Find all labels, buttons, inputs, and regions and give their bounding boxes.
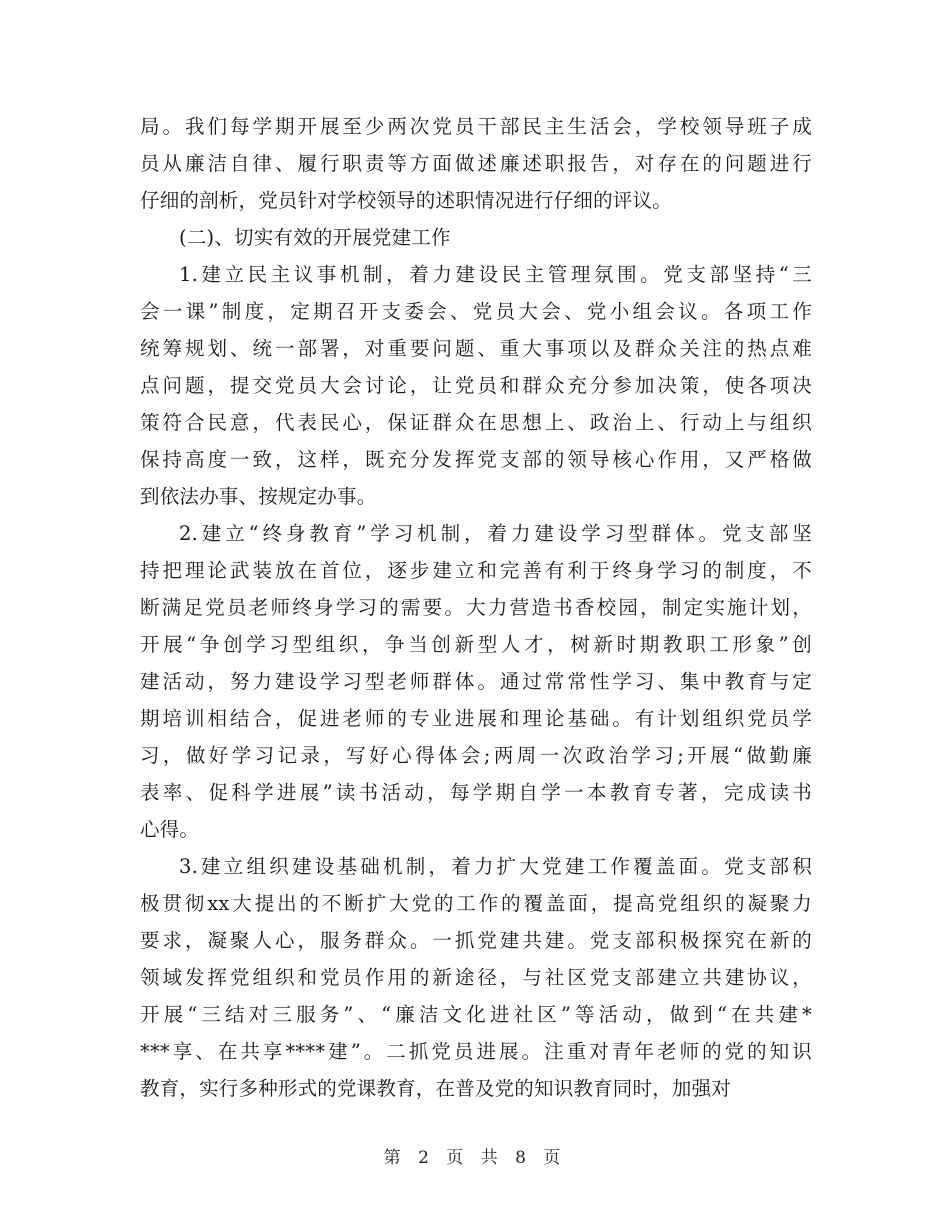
paragraph [140,848,812,1107]
text-line: 断满足党员老师终身学习的需要。大力营造书香校园，制定实施计划， [140,596,812,619]
text-line: 开展“争创学习型组织，争当创新型人才，树新时期教职工形象”创 [140,633,812,656]
paragraph [140,108,812,219]
text-line: 开展“三结对三服务”、“廉洁文化进社区”等活动，做到“在共建* [140,1003,812,1026]
text-line: 心得。 [140,818,200,841]
text-line: 到依法办事、按规定办事。 [140,485,377,508]
text-line: 持把理论武装放在首位，逐步建立和完善有利于终身学习的制度，不 [140,559,812,582]
text-line: 策符合民意，代表民心，保证群众在思想上、政治上、行动上与组织 [140,411,812,434]
text-line: 统筹规划、统一部署，对重要问题、重大事项以及群众关注的热点难 [140,337,812,360]
page-number-footer: 第 2 页 共 8 页 [383,1148,567,1168]
text-line: 领域发挥党组织和党员作用的新途径，与社区党支部建立共建协议， [140,966,812,989]
document-body [140,108,812,1107]
text-line: 3.建立组织建设基础机制，着力扩大党建工作覆盖面。党支部积 [179,855,812,878]
paragraph [140,515,812,848]
text-line: 点问题，提交党员大会讨论，让党员和群众充分参加决策，使各项决 [140,374,812,397]
text-line: 会一课”制度，定期召开支委会、党员大会、党小组会议。各项工作 [140,300,812,323]
text-line: ***享、在共享****建”。二抓党员进展。注重对青年老师的党的知识 [140,1040,812,1063]
text-line: 1.建立民主议事机制，着力建设民主管理氛围。党支部坚持“三 [179,263,812,286]
text-line: 建活动，努力建设学习型老师群体。通过常常性学习、集中教育与定 [140,670,812,693]
text-line: 要求，凝聚人心，服务群众。一抓党建共建。党支部积极探究在新的 [140,929,812,952]
text-line: 表率、促科学进展”读书活动，每学期自学一本教育专著，完成读书 [140,781,812,804]
paragraph [140,256,812,515]
text-line: 仔细的剖析，党员针对学校领导的述职情况进行仔细的评议。 [140,189,672,212]
text-line: 期培训相结合，促进老师的专业进展和理论基础。有计划组织党员学 [140,707,812,730]
text-line: 极贯彻xx大提出的不断扩大党的工作的覆盖面，提高党组织的凝聚力 [140,892,812,915]
paragraph [140,219,812,256]
text-line: 2.建立“终身教育”学习机制，着力建设学习型群体。党支部坚 [179,522,812,545]
text-line: 局。我们每学期开展至少两次党员干部民主生活会，学校领导班子成 [140,115,812,138]
text-line: 员从廉洁自律、履行职责等方面做述廉述职报告，对存在的问题进行 [140,152,812,175]
text-line: 习，做好学习记录，写好心得体会;两周一次政治学习;开展“做勤廉 [140,744,812,767]
text-line: (二)、切实有效的开展党建工作 [179,226,451,249]
text-line: 教育，实行多种形式的党课教育，在普及党的知识教育同时，加强对 [140,1077,732,1100]
text-line: 保持高度一致，这样，既充分发挥党支部的领导核心作用，又严格做 [140,448,812,471]
